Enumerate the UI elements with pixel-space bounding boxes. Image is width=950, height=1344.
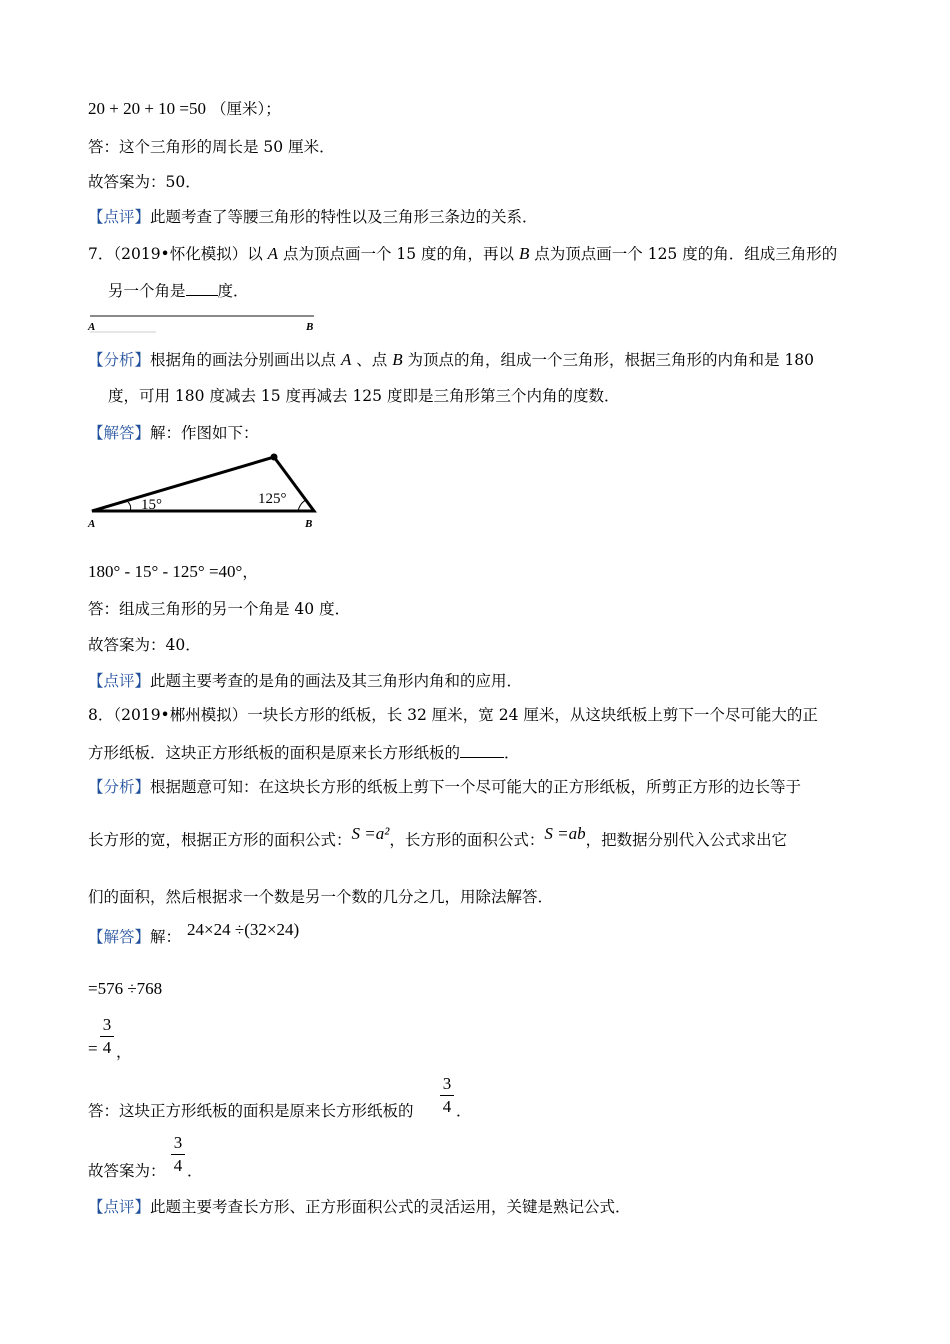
- math-expression: 24×24 ÷(32×24): [187, 920, 300, 939]
- analysis-8-line1: [88, 776, 801, 798]
- fraction-bar: [100, 1036, 114, 1037]
- fraction-bar: [171, 1154, 185, 1155]
- comment-7-line: [88, 670, 522, 692]
- comment-8-line: [88, 1196, 631, 1218]
- point-b: B: [392, 350, 403, 369]
- comment-text: 此题主要考查的是角的画法及其三角形内角和的应用．: [150, 672, 523, 690]
- comment-tag: 【点评】: [88, 672, 151, 690]
- label-a: A: [88, 321, 96, 333]
- analysis-text: ，长方形的面积公式：: [389, 831, 545, 849]
- question-text: 另一个角是: [108, 282, 186, 300]
- comment-line: [88, 206, 538, 228]
- fraction: [100, 1016, 114, 1057]
- question-8-line2: [88, 742, 520, 764]
- point-b: B: [518, 244, 530, 263]
- punctuation: ．: [187, 1162, 203, 1180]
- analysis-text: ，把数据分别代入公式求出它: [585, 831, 788, 849]
- solution-tag: 【解答】: [88, 424, 151, 442]
- label-b: B: [305, 518, 313, 530]
- answer-blank: [460, 742, 504, 758]
- comment-text: 此题主要考查长方形、正方形面积公式的灵活运用，关键是熟记公式．: [150, 1198, 631, 1216]
- comment-text: 此题考查了等腰三角形的特性以及三角形三条边的关系．: [150, 208, 538, 226]
- analysis-7-line2: 度，可用 180 度减去 15 度再减去 125 度即是三角形第三个内角的度数．: [108, 387, 620, 405]
- point-a: A: [340, 350, 352, 369]
- analysis-text: 根据题意可知：在这块长方形的纸板上剪下一个尽可能大的正方形纸板，所剪正方形的边长等于: [150, 778, 802, 796]
- fraction-bar: [440, 1095, 454, 1096]
- question-7-line2: [108, 280, 249, 302]
- analysis-8-line3: 们的面积，然后根据求一个数是另一个数的几分之几，用除法解答．: [88, 888, 554, 906]
- fraction-numerator: 3: [102, 1015, 112, 1034]
- solution-tag: 【解答】: [88, 928, 151, 946]
- answer-blank: [186, 280, 218, 296]
- question-text: ．: [504, 744, 520, 762]
- analysis-text: 根据角的画法分别画出以点: [150, 351, 341, 369]
- solution-text: 解：作图如下：: [150, 424, 259, 442]
- solution-text: 解：: [150, 928, 182, 946]
- angle-b-arc: [298, 500, 306, 511]
- solution-7-line: [88, 422, 259, 444]
- angle-b-label: 125°: [258, 491, 287, 507]
- fraction-numerator: 3: [442, 1074, 452, 1093]
- solution-8-line: [88, 920, 300, 948]
- question-text: 方形纸板．这块正方形纸板的面积是原来长方形纸板的: [88, 744, 461, 762]
- point-a: A: [267, 244, 279, 263]
- question-text: 点为顶点画一个 125 度的角．组成三角形的: [529, 245, 838, 263]
- final-answer-line: 故答案为：50．: [88, 173, 201, 191]
- analysis-text: 长方形的宽，根据正方形的面积公式：: [88, 831, 352, 849]
- answer-8-line: 答：这块正方形纸板的面积是原来长方形纸板的: [88, 1102, 414, 1120]
- analysis-tag: 【分析】: [88, 778, 151, 796]
- analysis-8-line2: [88, 824, 788, 851]
- comment-tag: 【点评】: [88, 1198, 151, 1216]
- question-text: 度．: [217, 282, 249, 300]
- angle-a-label: 15°: [141, 497, 162, 513]
- analysis-tag: 【分析】: [88, 351, 151, 369]
- fraction: [440, 1075, 454, 1116]
- question-text: 点为顶点画一个 15 度的角，再以: [278, 245, 519, 263]
- math-expression: 20 + 20 + 10 =50: [88, 99, 207, 118]
- answer-7-line: 答：组成三角形的另一个角是 40 度．: [88, 600, 351, 618]
- analysis-text: 为顶点的角，组成一个三角形，根据三角形的内角和是 180: [402, 351, 815, 369]
- punctuation: ．: [456, 1102, 472, 1120]
- apex-point: [271, 454, 278, 461]
- analysis-7-line1: [88, 349, 814, 371]
- final-answer-8-line: 故答案为：: [88, 1162, 166, 1180]
- fraction-denominator: 4: [442, 1097, 452, 1116]
- comment-tag: 【点评】: [88, 208, 151, 226]
- segment-ab-figure: [86, 308, 326, 336]
- punctuation: ，: [242, 563, 258, 581]
- square-area-formula: S =a²: [351, 824, 390, 843]
- final-answer-7-line: 故答案为：40．: [88, 636, 201, 654]
- question-8-line1: 8．（2019•郴州模拟）一块长方形的纸板，长 32 厘米，宽 24 厘米，从这块纸板上剪下一个尽可能大的正: [88, 706, 818, 724]
- step-2-eq: =: [88, 1039, 98, 1058]
- punctuation: ，: [116, 1043, 132, 1061]
- label-a: A: [88, 518, 96, 530]
- calc-line-perimeter: [88, 98, 281, 120]
- step-1-line: =576 ÷768: [88, 979, 163, 998]
- fraction-denominator: 4: [173, 1156, 183, 1175]
- question-7-line1: [88, 243, 837, 265]
- fraction-numerator: 3: [173, 1133, 183, 1152]
- question-text: 7．（2019•怀化模拟）以: [88, 245, 268, 263]
- label-b: B: [306, 321, 314, 333]
- calc-7-line: [88, 561, 258, 583]
- math-expression: 180° - 15° - 125° =40°: [88, 562, 243, 581]
- analysis-text: 、点: [351, 351, 393, 369]
- fraction: [171, 1134, 185, 1175]
- rectangle-area-formula: S =ab: [544, 824, 586, 843]
- triangle-figure: [86, 448, 326, 532]
- unit-text: （厘米）；: [210, 100, 281, 118]
- fraction-denominator: 4: [102, 1038, 112, 1057]
- answer-line: 答：这个三角形的周长是 50 厘米．: [88, 138, 335, 156]
